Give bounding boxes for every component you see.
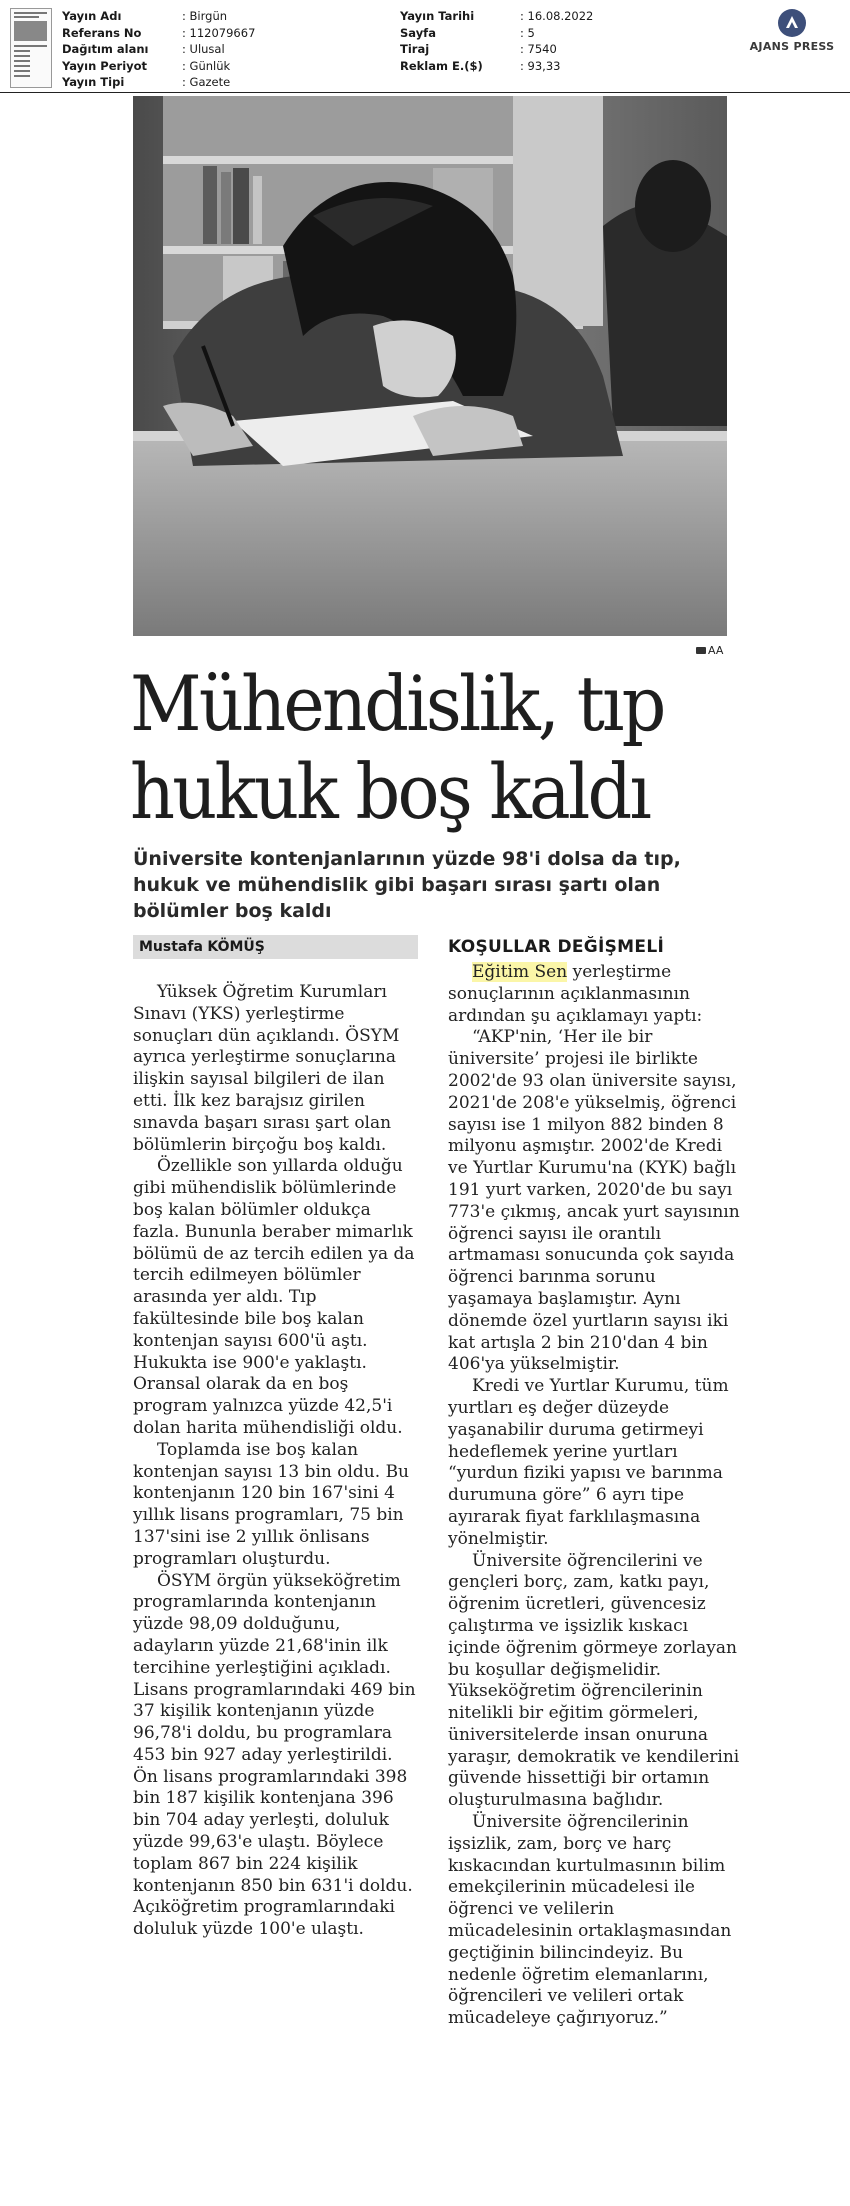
student-exam-photo [133,96,727,636]
meta-row [62,41,392,58]
meta-value: : 16.08.2022 [520,9,594,23]
meta-row [400,58,730,75]
meta-label: Yayın Adı [62,9,122,23]
author-byline [133,935,418,959]
clipping-header [0,0,850,93]
article-paragraph: Özellikle son yıllarda olduğu gibi mühendislik bölümlerinde boş kalan bölümler oldukça fazla. Bununla beraber mimarlık bölümü de az tercih edilen ya da tercih edilmeyen bölümler arasında yer aldı. Tıp fakültesinde bile boş kalan kontenjan sayısı 600'ü aştı. Hukukta ise 900'e yaklaştı. Oransal olarak da en boş program yalnızca yüzde 42,5'i dolan harita mühendisliği oldu. [133,1156,415,1438]
meta-value: : Günlük [182,58,231,73]
article-paragraph: Üniversite öğrencilerinin işsizlik, zam, borç ve harç kıskacından kurtulmasının bilim emekçilerinin mücadelesi ile öğrenci ve velilerin mücadelesinin ortaklaşmasından geçtiğinin bilincindeyiz. Bu nedenle öğretim elemanlarını, öğrencileri ve velileri ortak mücadeleye çağırıyoruz.” [448,1812,732,2029]
meta-value: : 93,33 [520,58,561,73]
ajans-press-logo-icon [777,8,807,38]
ajans-press-logo [744,8,840,58]
meta-value: : 112079667 [182,25,256,40]
article-paragraph: Toplamda ise boş kalan kontenjan sayısı 13 bin oldu. Bu kontenjanın 120 bin 167'sini 4 yıllık lisans programları, 75 bin 137'sini ise 2 yıllık önlisans programları oluşturdu. [133,1439,410,1569]
article-paragraph: ÖSYM örgün yükseköğretim programlarında kontenjanın yüzde 98,09 dolduğunu, adayların yüzde 21,68'inin ilk tercihine yerleştiğini açıkladı. Lisans programlarındaki 469 bin 37 kişilik kontenjanın yüzde 96,78'i doldu, bu programlara 453 bin 927 aday yerleştirildi. Ön lisans programlarındaki 398 bin 187 kişilik kontenjana 396 bin 704 aday yerleşti, doluluk yüzde 99,63'e ulaştı. Böylece toplam 867 bin 224 kişilik kontenjanın 850 bin 631'i doldu. Açıköğretim programlarındaki doluluk yüzde 100'e ulaştı. [133,1570,416,1940]
meta-right-column [400,8,730,74]
meta-label: Dağıtım alanı [62,42,149,56]
headline-line: hukuk boş kaldı [130,747,650,836]
meta-row [62,58,392,75]
meta-value: : Gazete [182,75,231,89]
article-paragraph [448,962,740,1027]
meta-row [62,74,392,91]
headline-line: Mühendislik, tıp [130,659,664,748]
meta-row [400,25,730,42]
meta-label: Yayın Tipi [62,75,125,89]
page-thumbnail[interactable] [10,8,52,88]
intro-text: yerleştirme sonuçlarının açıklanmasının ardından şu açıklamayı yaptı: [448,962,703,1026]
meta-value: : Ulusal [182,42,225,56]
author-last-name: KÖMÜŞ [207,939,265,955]
meta-label: Tiraj [400,42,430,56]
article-headline [130,660,719,836]
highlighted-source: Eğitim Sen [472,962,568,982]
article-photo [133,96,727,636]
logo-text: AJANS PRESS [749,40,835,53]
photo-credit-text: AA [708,644,724,657]
meta-label: Sayfa [400,25,436,40]
meta-row [62,8,392,25]
photo-credit [696,644,723,657]
article-paragraph: Kredi ve Yurtlar Kurumu, tüm yurtları eş değer düzeyde yaşanabilir duruma getirmeyi hedeflemek yerine yurtları “yurdun fiziki yapısı ve barınma durumuna göre” 6 ayrı tipe ayırarak fiyat farklılaşmasına yönelmiştir. [448,1376,729,1549]
meta-left-column [62,8,392,91]
meta-label: Reklam E.($) [400,58,483,73]
camera-icon [696,647,706,654]
article-paragraph: Üniversite öğrencilerini ve gençleri borç, zam, katkı payı, öğrenim ücretleri, güvencesiz çalıştırma ve işsizlik kıskacı içinde öğrenim görmeye zorlayan bu koşullar değişmelidir. Yükseköğretim öğrencilerinin nitelikli bir eğitim görmeleri, üniversitelerde insan onuruna yaraşır, demokratik ve kendilerini güvende hissettiği bir ortamın oluşturulmasına bağlıdır. [448,1550,740,1811]
meta-label: Yayın Periyot [62,58,148,73]
meta-value: : Birgün [182,9,228,23]
meta-row [62,25,392,42]
meta-value: : 5 [520,25,535,40]
meta-label: Yayın Tarihi [400,9,475,23]
meta-label: Referans No [62,25,142,40]
article-spot: Üniversite kontenjanlarının yüzde 98'i dolsa da tıp, hukuk ve mühendislik gibi başarı sırası şartı olan bölümler boş kaldı [133,848,681,922]
meta-row [400,8,730,25]
article-paragraph: “AKP'nin, ‘Her ile bir üniversite’ projesi ile birlikte 2002'de 93 olan üniversite sayısı, 2021'de 208'e yükselmiş, öğrenci sayısı ise 1 milyon 882 binden 8 milyonu aşmıştır. 2002'de Kredi ve Yurtlar Kurumu'na (KYK) bağlı 191 yurt varken, 2020'de bu sayı 773'e çıkmış, ancak yurt sayısının öğrenci sayısı ile orantılı artmaması sonucunda çok sayıda öğrenci barınma sorunu yaşamaya başlamıştır. Aynı dönemde özel yurtların sayısı iki kat artışla 2 bin 210'dan 4 bin 406'ya yükselmiştir. [448,1027,740,1375]
section-subhead: KOŞULLAR DEĞİŞMELİ [448,937,665,957]
author-first-name: Mustafa [139,939,203,955]
article-right-column [448,962,740,2030]
article-left-column [133,982,421,1941]
meta-value: : 7540 [520,42,557,56]
article-paragraph: Yüksek Öğretim Kurumları Sınavı (YKS) yerleştirme sonuçları dün açıklandı. ÖSYM ayrıca yerleştirme sonuçlarına ilişkin sayısal bilgileri de ilan etti. İlk kez barajsız girilen sınavda başarı sırası şart olan bölümlerin birçoğu boş kaldı. [133,982,400,1155]
meta-row [400,41,730,58]
